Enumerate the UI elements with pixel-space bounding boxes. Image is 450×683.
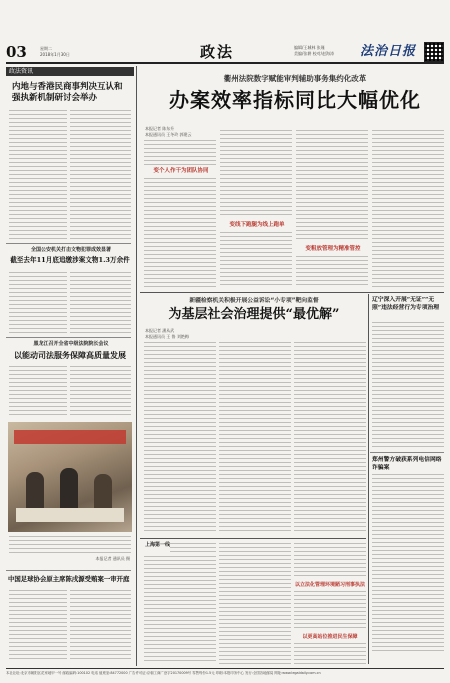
issue-date: 2018年1月30日 — [40, 52, 70, 57]
photo-person — [60, 468, 78, 512]
article4-body — [9, 590, 67, 662]
second-story-body-col2 — [219, 342, 291, 534]
bottom-lead-label: 上海第一线 — [145, 542, 171, 548]
divider — [6, 243, 131, 244]
bottom-subhead-1: 以立法化管理环境陋习刑事执法 — [294, 582, 365, 588]
main-story-byline-1: 本报记者 陈东升 — [145, 126, 175, 131]
article3-body — [9, 366, 67, 418]
bottom-body-col3b — [294, 591, 366, 631]
masthead-logo: 法治日报 — [360, 44, 417, 59]
bottom-subhead-2: 以更高站位推进民生保障 — [302, 634, 358, 640]
main-story-subhead-2: 变线下跑腿为线上跑单 — [229, 222, 285, 228]
main-story-body-col3b — [296, 256, 368, 288]
brief1-title: 辽宁深入开展“无证”“无照”违法经营行为专项治理 — [372, 297, 440, 311]
second-story-headline: 为基层社会治理提供“最优解” — [168, 307, 340, 322]
main-story-byline-2: 本报通讯员 王冬玲 郭建云 — [145, 132, 192, 137]
photo-table — [16, 508, 124, 522]
news-photo — [8, 422, 132, 532]
article1-title — [12, 82, 132, 104]
footer-text: 本社社址:北京市朝阳区花家地甲一号 邮政编码:100102 电话 值班室:84772000 广告许可证:京朝工商广登字20170009号 零售每份1.5元 印刷:本报印务中心 发行:全国各地邮局 网址:www.legaldaily.com.cn — [6, 671, 321, 675]
header-rule — [6, 62, 444, 64]
second-story-body-col3 — [294, 342, 366, 534]
article3-body-col2 — [70, 366, 131, 418]
brief2-title: 郑州警方破获系列电信网络诈骗案 — [372, 457, 442, 471]
news-brief-banner — [6, 67, 134, 76]
article1-body — [9, 110, 67, 240]
second-story-byline-1: 本报记者 潘从武 — [145, 328, 175, 333]
bottom-body-col3 — [294, 543, 366, 579]
article1-title-line2: 强执新机制研讨会举办 — [12, 93, 98, 103]
article2-body-col2 — [70, 272, 131, 334]
photo-caption-text — [9, 536, 131, 554]
bottom-body-col1 — [170, 543, 216, 553]
main-story-subhead-3: 变粗放管理为精准管控 — [305, 246, 361, 252]
main-story-body-col2 — [220, 130, 292, 216]
brief2-body — [372, 474, 444, 654]
article2-kicker: 全国公安机关打击文物犯罪成效显著 — [30, 247, 111, 253]
photo-credit: 本报记者 通讯员 摄 — [95, 556, 130, 561]
article2-title: 截至去年11月底追缴涉案文物1.3万余件 — [10, 256, 130, 264]
article3-title: 以能动司法服务保障高质量发展 — [14, 350, 126, 360]
main-story-body-col1b — [144, 178, 216, 288]
bottom-body-col1b — [144, 556, 216, 664]
editor-line-1: 编辑/王城林 张瑾 — [294, 45, 325, 50]
second-story-kicker: 新疆检察机关积极开展公益诉讼“小专项”靶向监督 — [189, 298, 319, 304]
divider — [140, 538, 366, 539]
column-divider — [136, 66, 137, 666]
footer-rule — [6, 668, 444, 669]
article3-kicker: 黑龙江召开全省中级法院院长会议 — [33, 341, 109, 347]
divider — [6, 337, 131, 338]
photo-person — [26, 472, 44, 512]
qr-code-icon — [424, 42, 444, 62]
main-story-body-col1 — [144, 140, 216, 166]
article4-title: 中国足球协会原主席陈戌源受贿案一审开庭 — [8, 575, 130, 583]
second-story-byline-2: 本报通讯员 王 鲁 刘艳梅 — [145, 334, 189, 339]
photo-banner — [14, 430, 126, 444]
column-divider — [368, 294, 369, 664]
bottom-body-col2 — [219, 543, 291, 664]
article4-body-col2 — [70, 590, 131, 662]
divider — [370, 452, 444, 453]
article1-body-col2 — [70, 110, 131, 240]
main-story-bottom-rule — [140, 292, 444, 293]
main-story-headline: 办案效率指标同比大幅优化 — [169, 88, 421, 112]
main-story-subhead-1: 变个人作干为团队协同 — [153, 168, 209, 174]
photo-person — [94, 474, 112, 512]
second-story-body-col1 — [144, 342, 216, 534]
main-story-body-col2b — [220, 232, 292, 288]
brief1-body — [372, 322, 444, 448]
article2-body — [9, 272, 67, 334]
news-brief-label: 政法资讯 — [9, 68, 34, 75]
bottom-body-col3c — [294, 643, 366, 664]
article1-title-line1: 内地与香港民商事判决互认和 — [12, 82, 123, 92]
editor-line-2: 美编/张耕 校对/赵海涛 — [294, 51, 334, 56]
main-story-body-col4 — [372, 130, 444, 288]
issue-weekday: 星期二 — [40, 46, 52, 51]
page-number: 03 — [6, 43, 27, 61]
main-story-kicker: 衢州法院数字赋能审判辅助事务集约化改革 — [223, 74, 367, 83]
divider — [6, 570, 131, 571]
main-story-body-col3 — [296, 130, 368, 242]
section-title: 政法 — [200, 43, 235, 61]
